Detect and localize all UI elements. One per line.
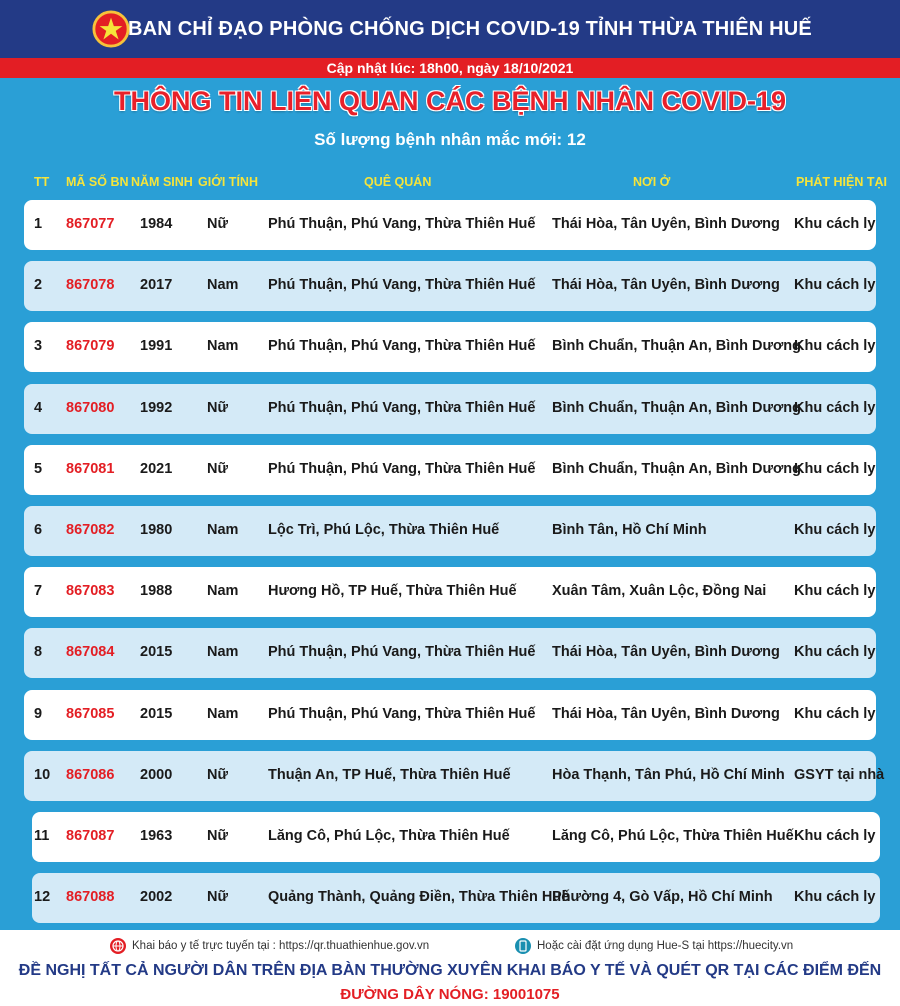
cell-patient-code: 867086 xyxy=(66,766,115,783)
cell-gender: Nam xyxy=(207,705,239,722)
cell-residence: Bình Chuẩn, Thuận An, Bình Dương xyxy=(552,399,802,416)
cell-residence: Thái Hòa, Tân Uyên, Bình Dương xyxy=(552,644,780,661)
cell-hometown: Lộc Trì, Phú Lộc, Thừa Thiên Huế xyxy=(268,522,500,538)
cell-birth-year: 1992 xyxy=(140,399,173,416)
cell-hometown: Thuận An, TP Huế, Thừa Thiên Huế xyxy=(268,766,511,783)
cell-birth-year: 1963 xyxy=(140,828,173,844)
cell-residence: Thái Hòa, Tân Uyên, Bình Dương xyxy=(552,277,780,294)
cell-gender: Nữ xyxy=(207,460,228,477)
cell-gender: Nam xyxy=(207,338,239,355)
table-row xyxy=(24,384,876,434)
cell-detected-at: Khu cách ly xyxy=(794,338,876,355)
table-row xyxy=(24,200,876,250)
cell-detected-at: Khu cách ly xyxy=(794,522,876,538)
cell-hometown: Phú Thuận, Phú Vang, Thừa Thiên Huế xyxy=(268,705,536,722)
cell-tt: 7 xyxy=(34,583,43,600)
table-row xyxy=(32,873,880,923)
cell-hometown: Phú Thuận, Phú Vang, Thừa Thiên Huế xyxy=(268,338,536,355)
cell-detected-at: Khu cách ly xyxy=(794,399,876,416)
cell-patient-code: 867083 xyxy=(66,583,115,600)
cell-hometown: Phú Thuận, Phú Vang, Thừa Thiên Huế xyxy=(268,277,536,294)
cell-birth-year: 2017 xyxy=(140,277,173,294)
cell-hometown: Lăng Cô, Phú Lộc, Thừa Thiên Huế xyxy=(268,828,510,844)
cell-birth-year: 2015 xyxy=(140,705,173,722)
table-row xyxy=(24,567,876,617)
cell-detected-at: Khu cách ly xyxy=(794,583,876,600)
cell-residence: Bình Chuẩn, Thuận An, Bình Dương xyxy=(552,338,802,355)
footer xyxy=(0,930,900,1006)
cell-detected-at: Khu cách ly xyxy=(794,277,876,294)
cell-hometown: Hương Hồ, TP Huế, Thừa Thiên Huế xyxy=(268,583,517,600)
table-row xyxy=(24,445,876,495)
cell-patient-code: 867082 xyxy=(66,522,115,538)
cell-patient-code: 867088 xyxy=(66,889,115,906)
cell-patient-code: 867085 xyxy=(66,705,115,722)
update-timestamp: Cập nhật lúc: 18h00, ngày 18/10/2021 xyxy=(0,58,900,78)
cell-gender: Nữ xyxy=(207,216,228,232)
cell-tt: 4 xyxy=(34,399,43,416)
table-header xyxy=(0,172,900,194)
cell-gender: Nam xyxy=(207,277,239,294)
cell-tt: 5 xyxy=(34,460,43,477)
cell-gender: Nữ xyxy=(207,828,228,844)
cell-birth-year: 1988 xyxy=(140,583,173,600)
phone-app-icon xyxy=(515,938,531,954)
cell-residence: Phường 4, Gò Vấp, Hồ Chí Minh xyxy=(552,889,773,906)
table-row xyxy=(24,261,876,311)
cell-detected-at: Khu cách ly xyxy=(794,828,876,844)
cell-detected-at: Khu cách ly xyxy=(794,705,876,722)
app-info xyxy=(515,938,793,954)
table-row xyxy=(24,751,885,801)
cell-detected-at: Khu cách ly xyxy=(794,644,876,661)
hotline-text: ĐƯỜNG DÂY NÓNG: 19001075 xyxy=(340,986,560,1003)
cell-residence: Thái Hòa, Tân Uyên, Bình Dương xyxy=(552,705,780,722)
cell-patient-code: 867079 xyxy=(66,338,115,355)
column-header-hometown: QUÊ QUÁN xyxy=(364,175,432,189)
cell-birth-year: 1991 xyxy=(140,338,173,355)
cell-tt: 8 xyxy=(34,644,43,661)
cell-hometown: Quảng Thành, Quảng Điền, Thừa Thiên Huế xyxy=(268,889,570,906)
cell-gender: Nam xyxy=(207,583,239,600)
cell-gender: Nam xyxy=(207,522,239,538)
app-text: Hoặc cài đặt ứng dụng Hue-S tại https://huecity.vn xyxy=(537,940,794,952)
cell-hometown: Phú Thuận, Phú Vang, Thừa Thiên Huế xyxy=(268,399,536,416)
cell-tt: 12 xyxy=(34,889,51,906)
cell-patient-code: 867077 xyxy=(66,216,115,232)
column-header-tt: TT xyxy=(34,175,50,189)
header-title: BAN CHỈ ĐẠO PHÒNG CHỐNG DỊCH COVID-19 TỈNH THỪA THIÊN HUẾ xyxy=(128,17,812,40)
cell-gender: Nữ xyxy=(207,889,228,906)
cell-tt: 3 xyxy=(34,338,43,355)
cell-tt: 1 xyxy=(34,216,43,232)
globe-icon xyxy=(110,938,126,954)
cell-tt: 10 xyxy=(34,766,51,783)
column-header-detected: PHÁT HIỆN TẠI xyxy=(796,175,887,189)
table-row xyxy=(24,506,876,556)
cell-tt: 2 xyxy=(34,277,43,294)
cell-patient-code: 867078 xyxy=(66,277,115,294)
cell-tt: 11 xyxy=(34,828,50,844)
cell-detected-at: Khu cách ly xyxy=(794,216,876,232)
new-cases-count: Số lượng bệnh nhân mắc mới: 12 xyxy=(314,130,586,149)
appeal-text: ĐỀ NGHỊ TẤT CẢ NGƯỜI DÂN TRÊN ĐỊA BÀN THƯỜNG XUYÊN KHAI BÁO Y TẾ VÀ QUÉT QR TẠI CÁC ĐIỂM ĐẾN xyxy=(18,962,882,979)
cell-gender: Nữ xyxy=(207,399,228,416)
cell-patient-code: 867087 xyxy=(66,828,115,844)
cell-residence: Thái Hòa, Tân Uyên, Bình Dương xyxy=(552,216,780,232)
cell-patient-code: 867081 xyxy=(66,460,115,477)
cell-detected-at: Khu cách ly xyxy=(794,889,876,906)
declare-info xyxy=(110,938,429,954)
header-bar xyxy=(0,0,900,58)
cell-residence: Bình Tân, Hồ Chí Minh xyxy=(552,522,707,538)
cell-tt: 9 xyxy=(34,705,43,722)
cell-detected-at: GSYT tại nhà xyxy=(794,766,885,783)
cell-detected-at: Khu cách ly xyxy=(794,460,876,477)
cell-birth-year: 1980 xyxy=(140,522,173,538)
cell-residence: Hòa Thạnh, Tân Phú, Hồ Chí Minh xyxy=(552,766,785,783)
cell-birth-year: 2015 xyxy=(140,644,173,661)
column-header-year: NĂM SINH xyxy=(131,175,193,189)
table-row xyxy=(24,690,876,740)
table-row xyxy=(32,812,880,862)
cell-hometown: Phú Thuận, Phú Vang, Thừa Thiên Huế xyxy=(268,216,536,232)
cell-tt: 6 xyxy=(34,522,43,538)
cell-residence: Bình Chuẩn, Thuận An, Bình Dương xyxy=(552,460,802,477)
cell-hometown: Phú Thuận, Phú Vang, Thừa Thiên Huế xyxy=(268,644,536,661)
cell-gender: Nam xyxy=(207,644,239,661)
table-row xyxy=(24,628,876,678)
cell-birth-year: 2002 xyxy=(140,889,173,906)
cell-birth-year: 2021 xyxy=(140,460,173,477)
column-header-residence: NƠI Ở xyxy=(633,175,671,189)
page-title: THÔNG TIN LIÊN QUAN CÁC BỆNH NHÂN COVID-19 xyxy=(113,86,787,116)
cell-residence: Lăng Cô, Phú Lộc, Thừa Thiên Huế xyxy=(552,828,794,844)
cell-hometown: Phú Thuận, Phú Vang, Thừa Thiên Huế xyxy=(268,460,536,477)
column-header-code: MÃ SỐ BN xyxy=(66,175,129,189)
vietnam-emblem-icon xyxy=(92,10,130,48)
table-row xyxy=(24,322,876,372)
cell-gender: Nữ xyxy=(207,766,228,783)
cell-birth-year: 1984 xyxy=(140,216,173,232)
declare-text: Khai báo y tế trực tuyến tại : https://qr.thuathienhue.gov.vn xyxy=(132,940,430,952)
cell-birth-year: 2000 xyxy=(140,766,173,783)
cell-residence: Xuân Tâm, Xuân Lộc, Đồng Nai xyxy=(552,583,767,600)
cell-patient-code: 867080 xyxy=(66,399,115,416)
column-header-gender: GIỚI TÍNH xyxy=(198,175,258,189)
cell-patient-code: 867084 xyxy=(66,644,115,661)
